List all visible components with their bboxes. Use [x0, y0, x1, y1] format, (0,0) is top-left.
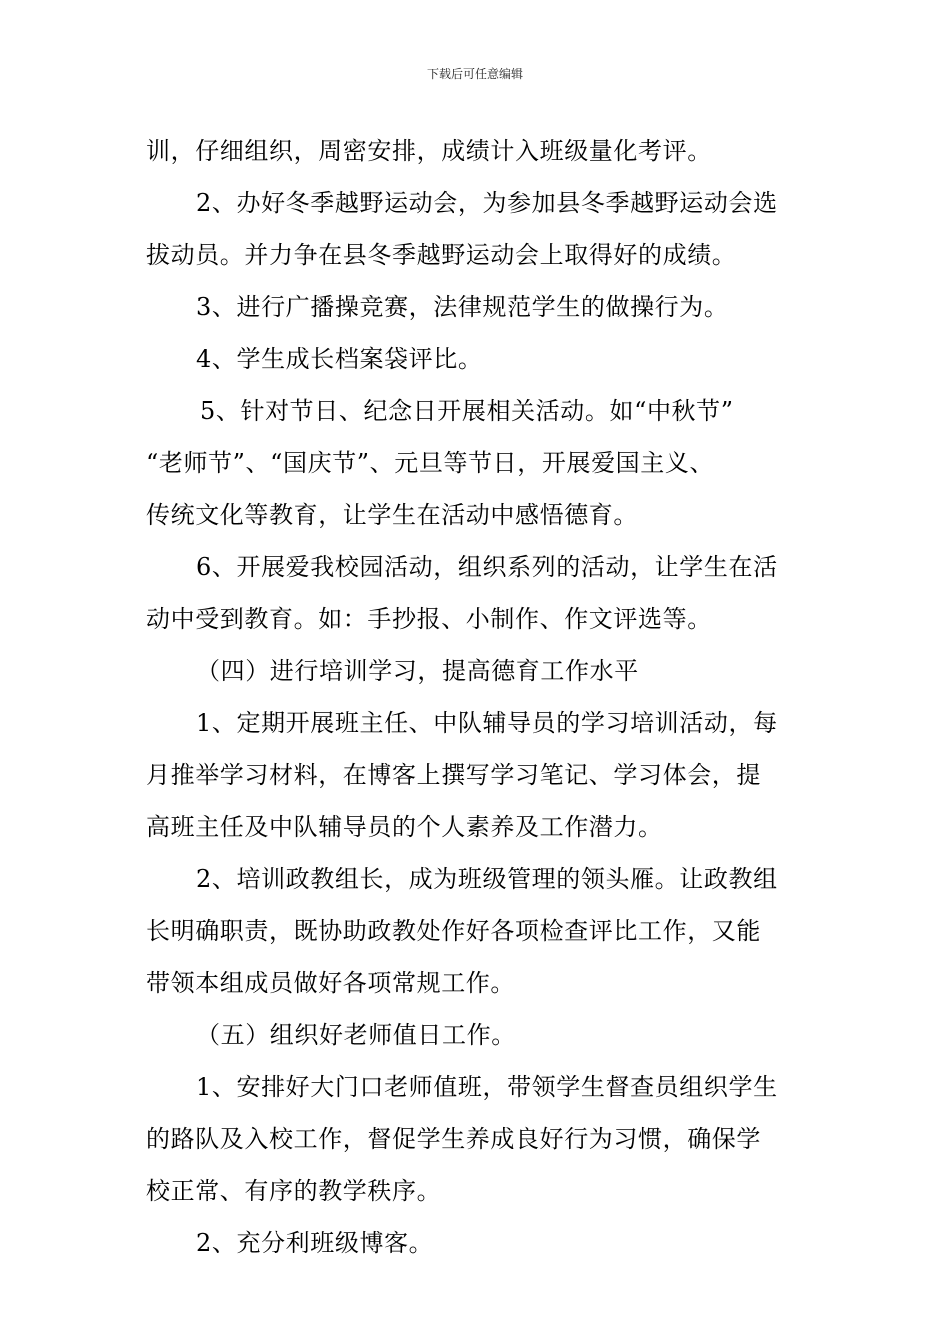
text-line: 月推举学习材料，在博客上撰写学习笔记、学习体会，提	[146, 761, 761, 789]
text-line: 5、针对节日、纪念日开展相关活动。如“中秋节”	[200, 397, 734, 425]
text-line: 拔动员。并力争在县冬季越野运动会上取得好的成绩。	[146, 241, 737, 269]
text-line: 传统文化等教育，让学生在活动中感悟德育。	[146, 501, 638, 529]
section-heading: （四）进行培训学习，提高德育工作水平	[196, 657, 639, 685]
text-line: 训，仔细组织，周密安排，成绩计入班级量化考评。	[146, 137, 712, 165]
text-line: 2、培训政教组长，成为班级管理的领头雁。让政教组	[196, 865, 778, 893]
text-line: 1、安排好大门口老师值班，带领学生督查员组织学生	[196, 1073, 778, 1101]
text-line: 1、定期开展班主任、中队辅导员的学习培训活动，每	[196, 709, 778, 737]
text-line: 带领本组成员做好各项常规工作。	[146, 969, 515, 997]
text-line: 动中受到教育。如：手抄报、小制作、作文评选等。	[146, 605, 712, 633]
text-line: 长明确职责，既协助政教处作好各项检查评比工作，又能	[146, 917, 761, 945]
text-line: 4、学生成长档案袋评比。	[196, 345, 483, 373]
document-body	[146, 125, 808, 1269]
text-line: 的路队及入校工作，督促学生养成良好行为习惯，确保学	[146, 1125, 761, 1153]
page-header-note: 下载后可任意编辑	[426, 67, 523, 81]
text-line: 3、进行广播操竞赛，法律规范学生的做操行为。	[196, 293, 729, 321]
section-heading: （五）组织好老师值日工作。	[196, 1021, 516, 1049]
text-line: 2、办好冬季越野运动会，为参加县冬季越野运动会选	[196, 189, 778, 217]
text-line: 6、开展爱我校园活动，组织系列的活动，让学生在活	[196, 553, 778, 581]
text-line: 高班主任及中队辅导员的个人素养及工作潜力。	[146, 813, 663, 841]
text-line: “老师节”、“国庆节”、元旦等节日，开展爱国主义、	[146, 449, 715, 477]
text-line: 校正常、有序的教学秩序。	[146, 1177, 442, 1205]
text-line: 2、充分利班级博客。	[196, 1229, 434, 1257]
